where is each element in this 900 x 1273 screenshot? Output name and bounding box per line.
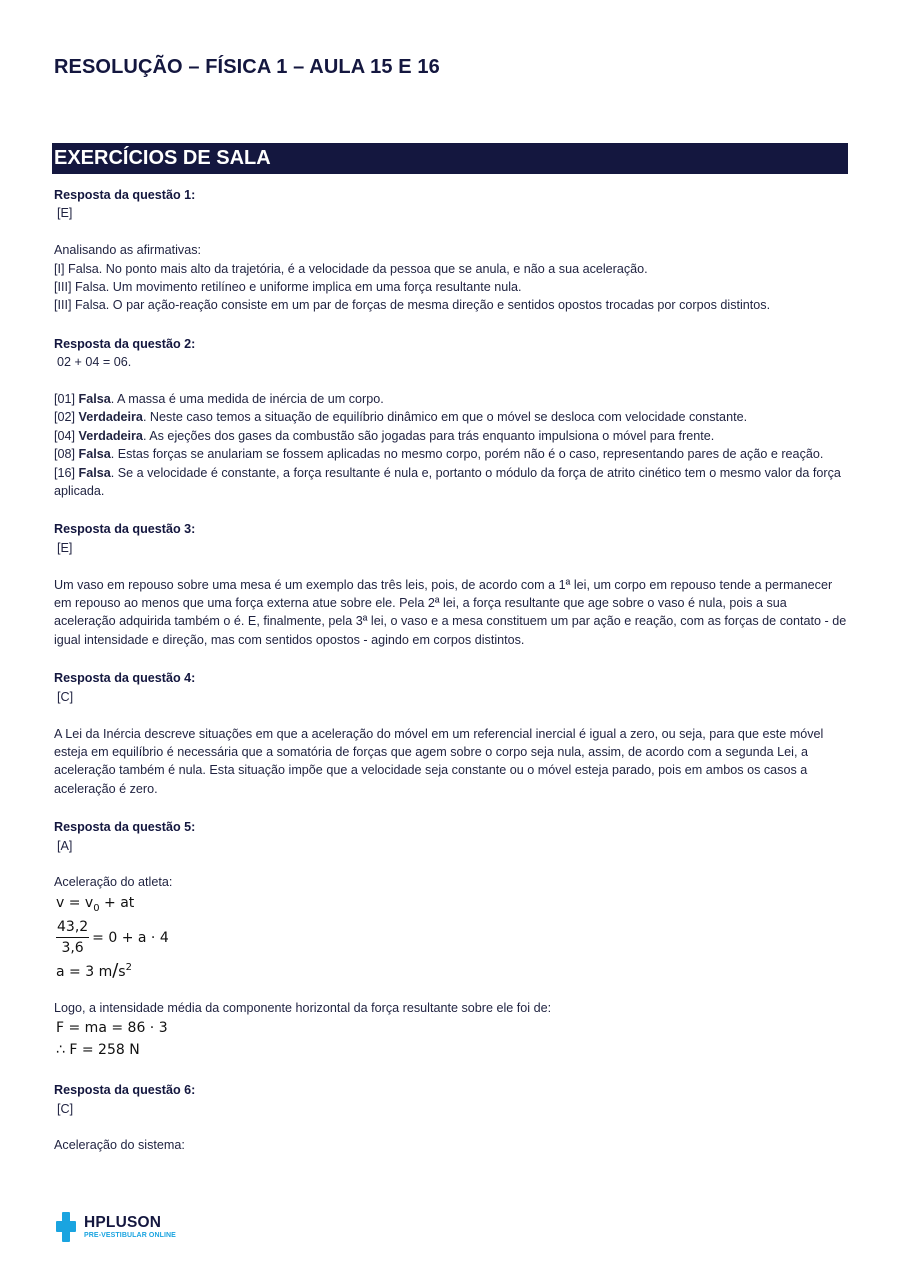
question-3-text: Um vaso em repouso sobre uma mesa é um exemplo das três leis, pois, de acordo com a 1ª lei, um corpo em repouso tende a permanecer em repouso ao menos que uma força externa atue sobre ele. Pela 2ª lei, a força resultante que age sobre o vaso é nula, pois a sua aceleração adquirida também o é. E, finalmente, pela 3ª lei, o vaso e a mesa constituem um par ação e reação, com as forças de contato - de igual intensidade e direção, mas com sentidos opostos - agindo em corpos distintos. xyxy=(54,577,847,647)
page-title: RESOLUÇÃO – FÍSICA 1 – AULA 15 E 16 xyxy=(54,56,440,78)
question-5-intro: Aceleração do atleta: xyxy=(54,875,173,890)
logo-name: HPLUSON xyxy=(84,1213,162,1231)
question-4-answer: [C] xyxy=(57,689,74,704)
question-2-item: [01] Falsa. A massa é uma medida de inércia de um corpo. xyxy=(54,392,384,407)
question-6-heading: Resposta da questão 6: xyxy=(54,1083,196,1098)
question-2-answer: 02 + 04 = 06. xyxy=(57,355,132,370)
question-6-answer: [C] xyxy=(57,1101,74,1116)
question-1-item: [III] Falsa. O par ação-reação consiste em um par de forças de mesma direção e sentidos opostos trocadas por corpos distintos. xyxy=(54,298,771,313)
equation-fraction: $\frac{43,2}{3,6}$ = 0 + a · 4 xyxy=(57,919,169,957)
question-2-heading: Resposta da questão 2: xyxy=(54,336,196,351)
question-4-text: A Lei da Inércia descreve situações em que a aceleração do móvel em um referencial inercial é igual a zero, ou seja, para que este móvel esteja em equilíbrio é necessária que a somatória de forças que agem sobre o corpo seja nula, assim, de acordo com a segunda Lei, a aceleração também é nula. Esta situação impõe que a velocidade seja constante ou o móvel esteja parado, pois em ambos os casos a aceleração é zero. xyxy=(54,726,824,796)
question-3-answer: [E] xyxy=(57,540,73,555)
question-1-answer: [E] xyxy=(57,206,73,221)
footer-logo xyxy=(56,1212,176,1242)
question-3-heading: Resposta da questão 3: xyxy=(54,522,196,537)
logo-subtitle: PRE-VESTIBULAR ONLINE xyxy=(84,1231,176,1239)
question-5-intro-2: Logo, a intensidade média da componente horizontal da força resultante sobre ele foi de: xyxy=(54,1000,552,1015)
question-5-answer: [A] xyxy=(57,838,73,853)
question-2-item: [16] Falsa. Se a velocidade é constante, a força resultante é nula e, portanto o módulo da força de atrito cinético tem o mesmo valor da força aplicada. xyxy=(54,465,841,499)
question-2-item: [04] Verdadeira. As ejeções dos gases da combustão são jogadas para trás enquanto impulsiona o móvel para frente. xyxy=(54,428,715,443)
equation-force: F = ma = 86 · 3 xyxy=(56,1020,168,1037)
document-body xyxy=(54,186,848,1155)
logo-cross-icon xyxy=(56,1212,76,1242)
question-4-heading: Resposta da questão 4: xyxy=(54,671,196,686)
question-1-item: [III] Falsa. Um movimento retilíneo e uniforme implica em uma força resultante nula. xyxy=(54,280,522,295)
question-1-item: [I] Falsa. No ponto mais alto da trajetória, é a velocidade da pessoa que se anula, e não a sua aceleração. xyxy=(54,261,648,276)
equation-velocity: $v = v_0$ + at xyxy=(56,894,135,914)
question-1-heading: Resposta da questão 1: xyxy=(54,188,196,202)
question-2-item: [08] Falsa. Estas forças se anulariam se fossem aplicadas no mesmo corpo, porém não é o caso, representando pares de ação e reação. xyxy=(54,447,824,462)
equation-acceleration: a = 3 $m/s^2$ xyxy=(56,959,132,981)
question-6-intro: Aceleração do sistema: xyxy=(54,1138,185,1153)
question-5-heading: Resposta da questão 5: xyxy=(54,820,196,835)
question-2-item: [02] Verdadeira. Neste caso temos a situação de equilíbrio dinâmico em que o móvel se desloca com velocidade constante. xyxy=(54,410,748,425)
equation-force-result: ∴ F = 258 N xyxy=(56,1042,140,1059)
question-1-intro: Analisando as afirmativas: xyxy=(54,243,201,258)
section-header: EXERCÍCIOS DE SALA xyxy=(52,143,848,174)
